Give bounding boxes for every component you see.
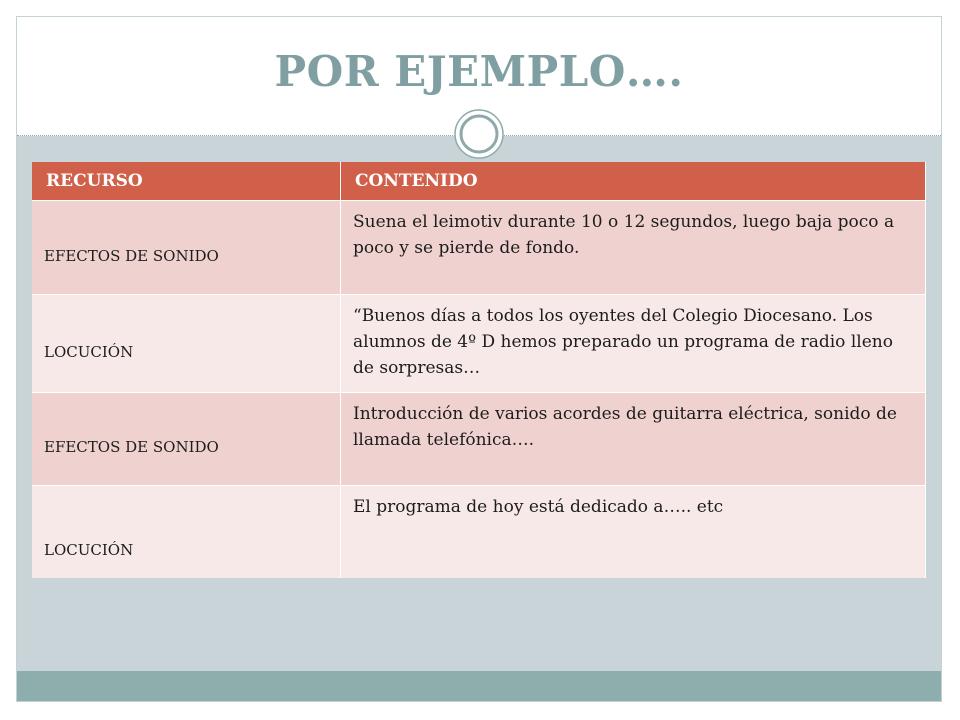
recurso-label: LOCUCIÓN [44,342,134,361]
recurso-label: EFECTOS DE SONIDO [44,438,219,456]
recurso-cell [32,295,341,393]
recurso-cell [32,486,341,579]
contenido-cell: “Buenos días a todos los oyentes del Colegio Diocesano. Los alumnos de 4º D hemos preparado un programa de radio lleno de sorpresas… [341,295,926,393]
slide-title: POR EJEMPLO…. [274,47,684,96]
contenido-cell: Suena el leimotiv durante 10 o 12 segundos, luego baja poco a poco y se pierde de fondo. [341,201,926,295]
bottom-bar [17,671,941,701]
table-row [32,486,926,579]
header-contenido: CONTENIDO [341,162,926,201]
recurso-label: EFECTOS DE SONIDO [44,246,219,265]
recurso-cell [32,393,341,486]
slide-frame [16,16,942,702]
resource-table [32,162,926,578]
table-row [32,393,926,486]
circle-ornament-icon [454,109,504,159]
recurso-cell [32,201,341,295]
table-row [32,201,926,295]
header-recurso: RECURSO [32,162,341,201]
contenido-cell: El programa de hoy está dedicado a….. etc [341,486,926,579]
table-row [32,295,926,393]
contenido-cell: Introducción de varios acordes de guitarra eléctrica, sonido de llamada telefónica…. [341,393,926,486]
table-header-row [32,162,926,201]
recurso-label: LOCUCIÓN [44,541,134,559]
